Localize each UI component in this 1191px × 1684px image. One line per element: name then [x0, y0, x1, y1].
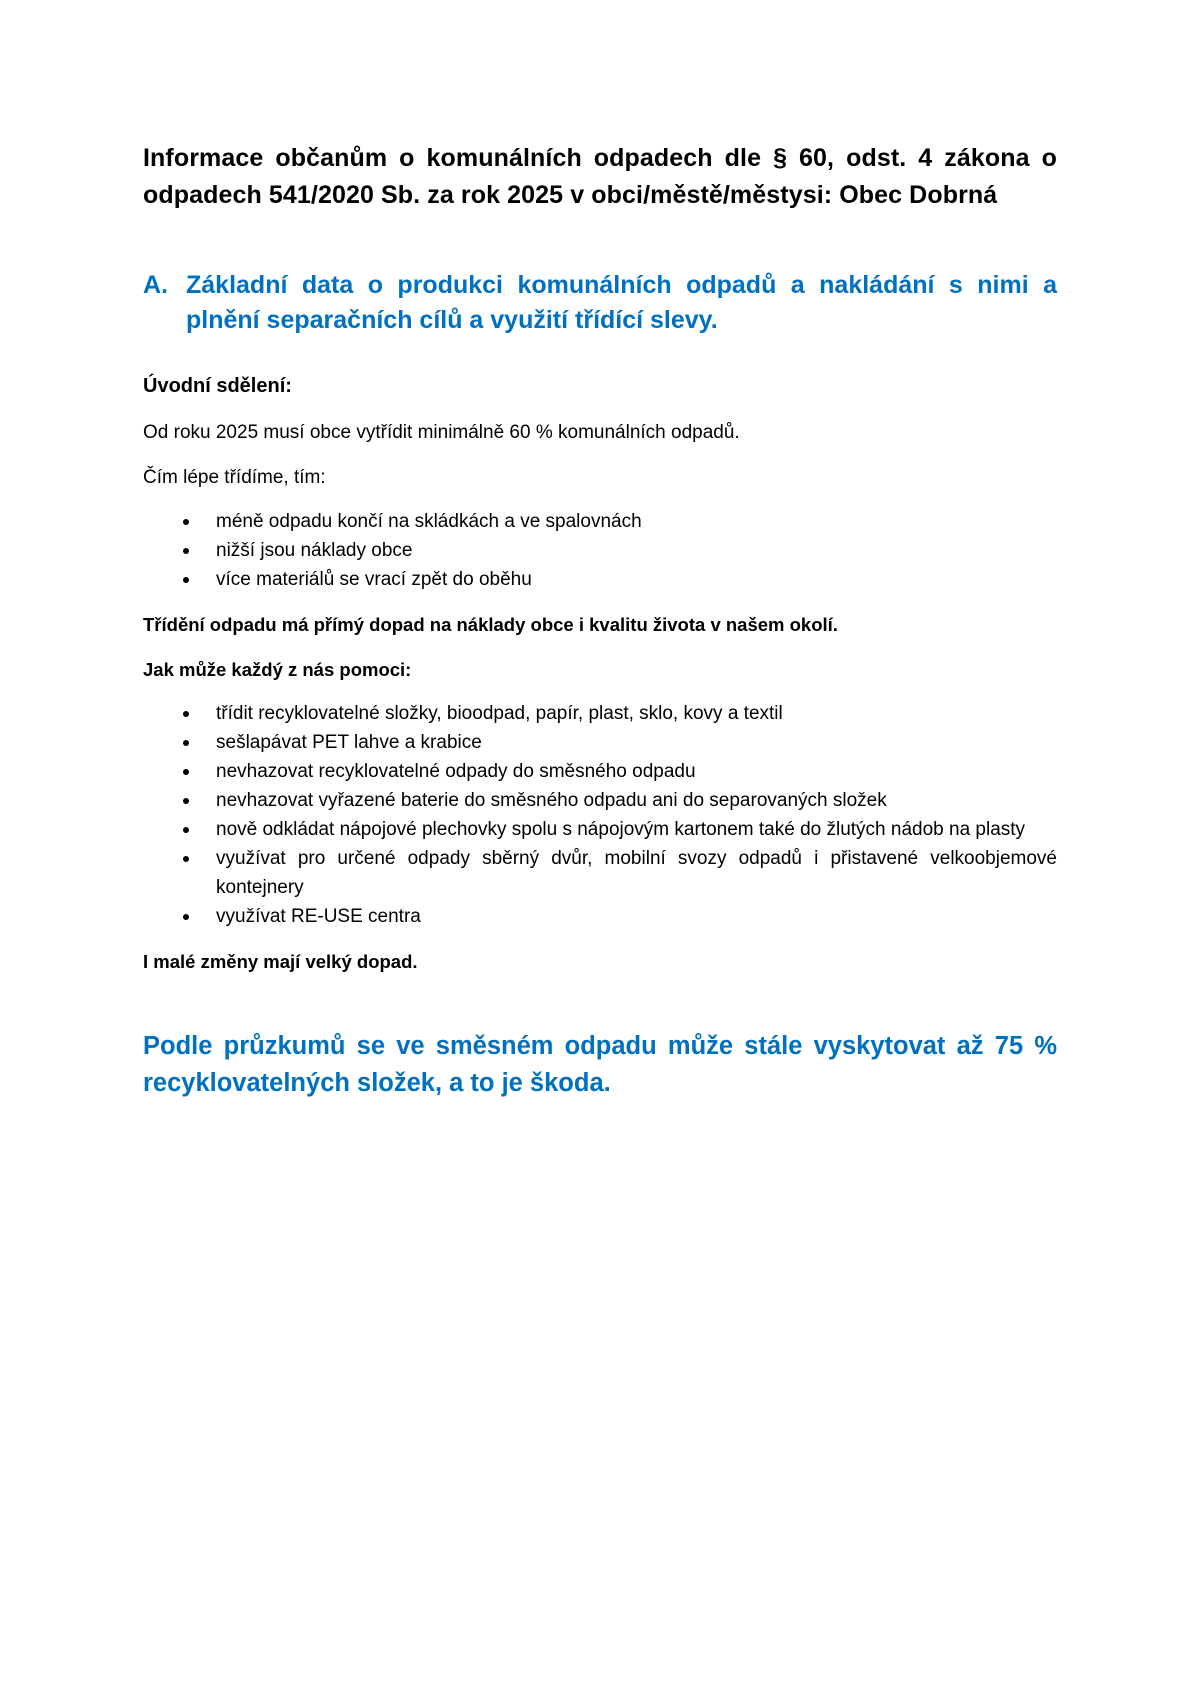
- bullet-icon: [143, 786, 216, 815]
- list-item: [143, 815, 1057, 844]
- list-item-text: sešlapávat PET lahve a krabice: [216, 732, 482, 753]
- list-item: [143, 699, 1057, 728]
- list-item-text: méně odpadu končí na skládkách a ve spalovnách: [216, 511, 642, 532]
- bullet-icon: [143, 844, 216, 902]
- callout-statement: Podle průzkumů se ve směsném odpadu může stále vyskytovat až 75 % recyklovatelných složek, a to je škoda.: [143, 1032, 1057, 1097]
- bullet-icon: [143, 507, 216, 536]
- list-item-text: nevhazovat vyřazené baterie do směsného odpadu ani do separovaných složek: [216, 790, 887, 811]
- closing-statement: I malé změny mají velký dopad.: [143, 951, 418, 972]
- list-item-text: využívat RE-USE centra: [216, 906, 421, 927]
- bullet-icon: [143, 902, 216, 931]
- list-item-text: nevhazovat recyklovatelné odpady do směsného odpadu: [216, 761, 696, 782]
- list-item: [143, 507, 1057, 536]
- list-item-text: více materiálů se vrací zpět do oběhu: [216, 569, 532, 590]
- list-item: [143, 786, 1057, 815]
- help-heading: Jak může každý z nás pomoci:: [143, 659, 412, 680]
- list-item: [143, 844, 1057, 902]
- bullet-icon: [143, 536, 216, 565]
- document-title: Informace občanům o komunálních odpadech dle § 60, odst. 4 zákona o odpadech 541/2020 Sb. za rok 2025 v obci/městě/městysi: Obec Dobrná: [143, 144, 1057, 209]
- benefits-list: [143, 507, 1057, 594]
- bullet-icon: [143, 699, 216, 728]
- document-page: [143, 140, 1057, 1102]
- section-a-marker: A.: [143, 271, 168, 299]
- list-item: [143, 565, 1057, 594]
- impact-statement: Třídění odpadu má přímý dopad na náklady obce i kvalitu života v našem okolí.: [143, 614, 838, 635]
- bullet-icon: [143, 728, 216, 757]
- section-a-title: Základní data o produkci komunálních odpadů a nakládání s nimi a plnění separačních cílů a využití třídící slevy.: [186, 271, 1057, 334]
- list-item: [143, 728, 1057, 757]
- intro-heading: Úvodní sdělení:: [143, 375, 292, 397]
- intro-text: Od roku 2025 musí obce vytřídit minimálně 60 % komunálních odpadů.: [143, 422, 740, 443]
- list-item: [143, 536, 1057, 565]
- list-item-text: využívat pro určené odpady sběrný dvůr, mobilní svozy odpadů i přistavené velkoobjemové kontejnery: [216, 848, 1057, 898]
- list-item-text: nižší jsou náklady obce: [216, 540, 413, 561]
- section-a-heading: [143, 268, 1057, 338]
- list-item-text: třídit recyklovatelné složky, bioodpad, papír, plast, sklo, kovy a textil: [216, 703, 783, 724]
- bullet-icon: [143, 757, 216, 786]
- help-list: [143, 699, 1057, 931]
- benefits-lead: Čím lépe třídíme, tím:: [143, 467, 326, 488]
- bullet-icon: [143, 815, 216, 844]
- bullet-icon: [143, 565, 216, 594]
- list-item: [143, 757, 1057, 786]
- list-item: [143, 902, 1057, 931]
- list-item-text: nově odkládat nápojové plechovky spolu s nápojovým kartonem také do žlutých nádob na plasty: [216, 819, 1026, 840]
